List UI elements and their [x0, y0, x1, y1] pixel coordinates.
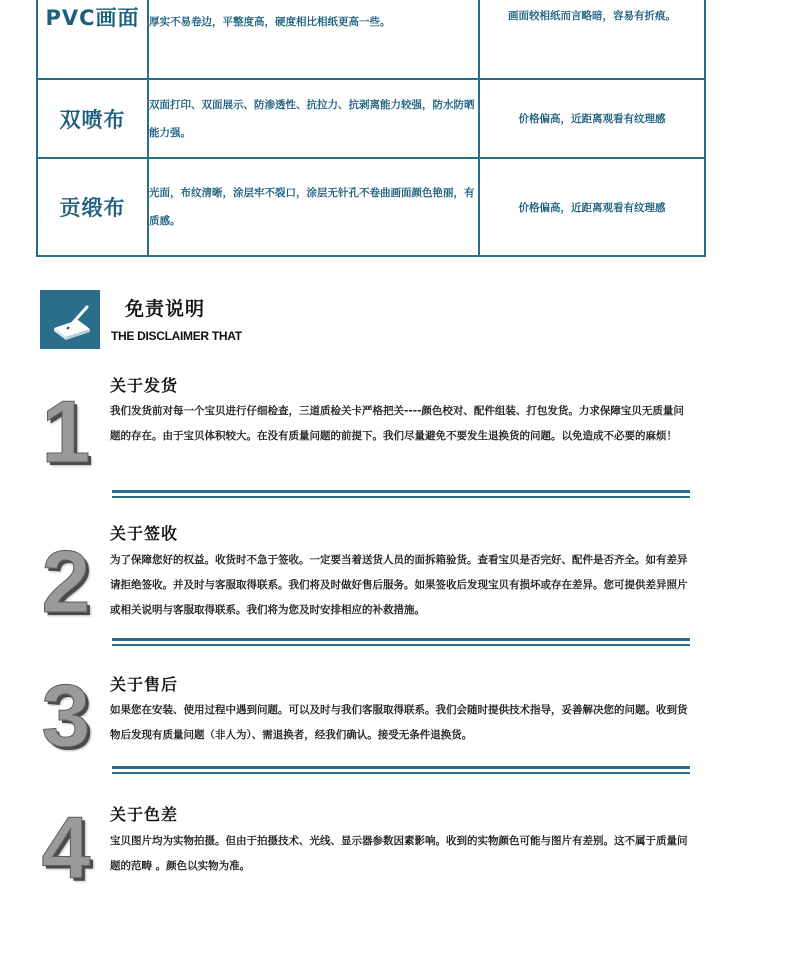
section-divider [112, 638, 690, 641]
item-number: 3 [41, 666, 91, 765]
section-divider [112, 766, 690, 769]
item-number: 2 [41, 532, 91, 631]
material-notes: 价格偏高，近距离观看有纹理感 [479, 158, 705, 256]
book-pen-icon [40, 290, 100, 349]
material-features: 厚实不易卷边，平整度高，硬度相比相纸更高一些。 [148, 0, 479, 79]
item-body: 我们发货前对每一个宝贝进行仔细检查，三道质检关卡严格把关----颜色校对、配件组装、打包发货。力求保障宝贝无质量问题的存在。由于宝贝体积较大。在没有质量问题的前提下。我们尽量避免不要发生退换货的问题。以免造成不必要的麻烦！ [110, 405, 684, 442]
material-name: 双喷布 [37, 79, 148, 158]
table-row [37, 79, 705, 158]
table-row [37, 158, 705, 256]
material-name: 贡缎布 [37, 158, 148, 256]
material-notes: 画面较相纸而言略暗，容易有折痕。 [479, 0, 705, 79]
item-number: 4 [41, 798, 91, 897]
disclaimer-subtitle: THE DISCLAIMER THAT [111, 329, 242, 343]
item-title: 关于签收 [110, 524, 179, 543]
disclaimer-title: 免责说明 [125, 298, 206, 320]
item-title: 关于售后 [110, 675, 179, 694]
item-number: 1 [41, 382, 91, 481]
material-comparison-table [36, 0, 706, 257]
material-features: 光面，布纹清晰，涂层牢不裂口，涂层无针孔不卷曲画面颜色艳丽，有质感。 [148, 158, 479, 256]
item-title: 关于色差 [110, 805, 179, 824]
material-name: PVC画面 [37, 0, 148, 79]
item-body: 为了保障您好的权益。收货时不急于签收。一定要当着送货人员的面拆箱验货。查看宝贝是否完好、配件是否齐全。如有差异请拒绝签收。并及时与客服取得联系。我们将及时做好售后服务。如果签收后发现宝贝有损坏或存在差异。您可提供差异照片或相关说明与客服取得联系。我们将为您及时安排相应的补救措施。 [110, 554, 688, 616]
material-notes: 价格偏高，近距离观看有纹理感 [479, 79, 705, 158]
table-row [37, 0, 705, 79]
item-body: 如果您在安装、使用过程中遇到问题。可以及时与我们客服取得联系。我们会随时提供技术指导，妥善解决您的问题。收到货物后发现有质量问题（非人为）、需退换者，经我们确认。接受无条件退换货。 [110, 704, 688, 741]
section-divider [112, 490, 690, 493]
material-features: 双面打印、双面展示、防渗透性、抗拉力、抗剥离能力较强，防水防晒能力强。 [148, 79, 479, 158]
item-body: 宝贝图片均为实物拍摄。但由于拍摄技术、光线、显示器参数因素影响。收到的实物颜色可能与图片有差别。这不属于质量问题的范畴 。颜色以实物为准。 [110, 835, 688, 872]
item-title: 关于发货 [110, 376, 179, 395]
